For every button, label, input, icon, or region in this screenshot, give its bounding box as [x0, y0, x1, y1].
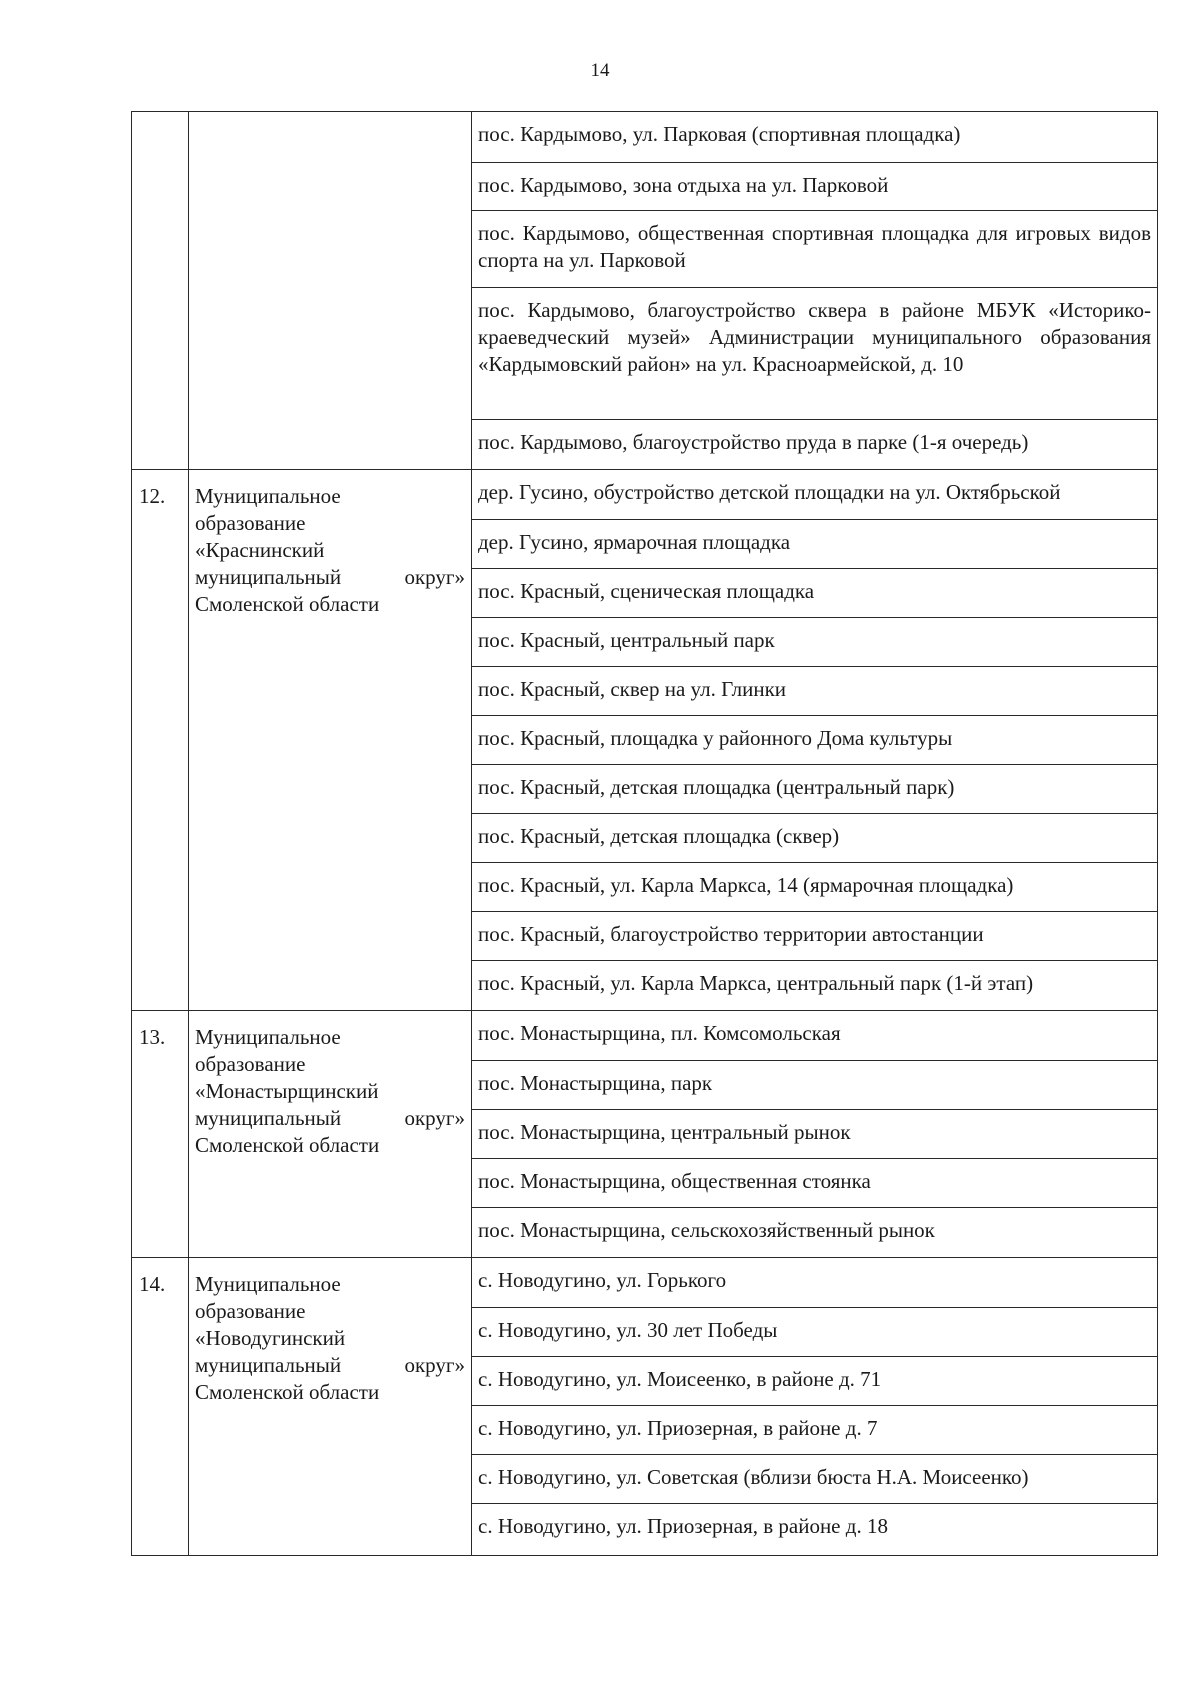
row-number: [132, 112, 189, 470]
name-line: Смоленской области: [195, 592, 380, 616]
name-line: муниципальный округ»: [195, 565, 465, 589]
list-item: пос. Монастырщина, центральный рынок: [472, 1109, 1157, 1158]
row-number: 14.: [132, 1258, 189, 1556]
list-item: с. Новодугино, ул. Приозерная, в районе д. 18: [472, 1503, 1157, 1555]
list-item: дер. Гусино, обустройство детской площадки на ул. Октябрьской: [478, 480, 1061, 504]
municipality-name: [189, 112, 472, 470]
list-item: дер. Гусино, ярмарочная площадка: [472, 519, 1157, 568]
name-line: Смоленской области: [195, 1133, 380, 1157]
name-line: «Монастырщинский: [195, 1079, 379, 1103]
list-item: пос. Кардымово, благоустройство пруда в парке (1-я очередь): [472, 419, 1157, 469]
list-item: пос. Кардымово, ул. Парковая (спортивная площадка): [478, 122, 961, 146]
list-item: пос. Красный, центральный парк: [472, 617, 1157, 666]
list-item: пос. Красный, площадка у районного Дома культуры: [472, 715, 1157, 764]
name-line: муниципальный округ»: [195, 1106, 465, 1130]
list-item: пос. Кардымово, благоустройство сквера в районе МБУК «Историко-краеведческий музей» Администрации муниципального образования «Кардымовский район» на ул. Красноармейской, д. 10: [472, 287, 1157, 419]
list-item: с. Новодугино, ул. Советская (вблизи бюста Н.А. Моисеенко): [472, 1454, 1157, 1503]
list-item: пос. Красный, сквер на ул. Глинки: [472, 666, 1157, 715]
name-line: муниципальный округ»: [195, 1353, 465, 1377]
locations-cell: [472, 1258, 1158, 1556]
locations-cell: [472, 1011, 1158, 1258]
name-line: Муниципальное: [195, 1272, 341, 1296]
table-row: [132, 470, 1158, 1011]
list-item: пос. Красный, ул. Карла Маркса, 14 (ярмарочная площадка): [472, 862, 1157, 911]
locations-cell: [472, 112, 1158, 470]
list-item: пос. Красный, ул. Карла Маркса, центральный парк (1-й этап): [472, 960, 1157, 1010]
row-number: 12.: [132, 470, 189, 1011]
municipality-name: [189, 470, 472, 1011]
list-item: с. Новодугино, ул. Горького: [478, 1268, 727, 1292]
municipality-name: [189, 1011, 472, 1258]
row-number: 13.: [132, 1011, 189, 1258]
name-line: Муниципальное: [195, 484, 341, 508]
list-item: с. Новодугино, ул. 30 лет Победы: [472, 1307, 1157, 1356]
list-item: пос. Кардымово, зона отдыха на ул. Парковой: [472, 162, 1157, 210]
name-line: Смоленской области: [195, 1380, 380, 1404]
list-item: пос. Монастырщина, пл. Комсомольская: [478, 1021, 841, 1045]
list-item: пос. Красный, детская площадка (центральный парк): [472, 764, 1157, 813]
list-item: пос. Красный, сценическая площадка: [472, 568, 1157, 617]
municipality-name: [189, 1258, 472, 1556]
name-line: «Новодугинский: [195, 1326, 346, 1350]
list-item: пос. Красный, детская площадка (сквер): [472, 813, 1157, 862]
list-item: с. Новодугино, ул. Приозерная, в районе д. 7: [472, 1405, 1157, 1454]
list-item: пос. Монастырщина, общественная стоянка: [472, 1158, 1157, 1207]
name-line: образование: [195, 511, 306, 535]
table-row: [132, 1011, 1158, 1258]
name-line: «Краснинский: [195, 538, 325, 562]
name-line: Муниципальное: [195, 1025, 341, 1049]
table-row: [132, 112, 1158, 470]
list-item: пос. Монастырщина, парк: [472, 1060, 1157, 1109]
list-item: пос. Монастырщина, сельскохозяйственный рынок: [472, 1207, 1157, 1257]
list-item: пос. Кардымово, общественная спортивная площадка для игровых видов спорта на ул. Парковой: [472, 210, 1157, 287]
locations-cell: [472, 470, 1158, 1011]
name-line: образование: [195, 1299, 306, 1323]
table-row: [132, 1258, 1158, 1556]
page-number: 14: [590, 60, 610, 81]
name-line: образование: [195, 1052, 306, 1076]
list-item: пос. Красный, благоустройство территории автостанции: [472, 911, 1157, 960]
locations-table: [131, 111, 1158, 1556]
list-item: с. Новодугино, ул. Моисеенко, в районе д. 71: [472, 1356, 1157, 1405]
